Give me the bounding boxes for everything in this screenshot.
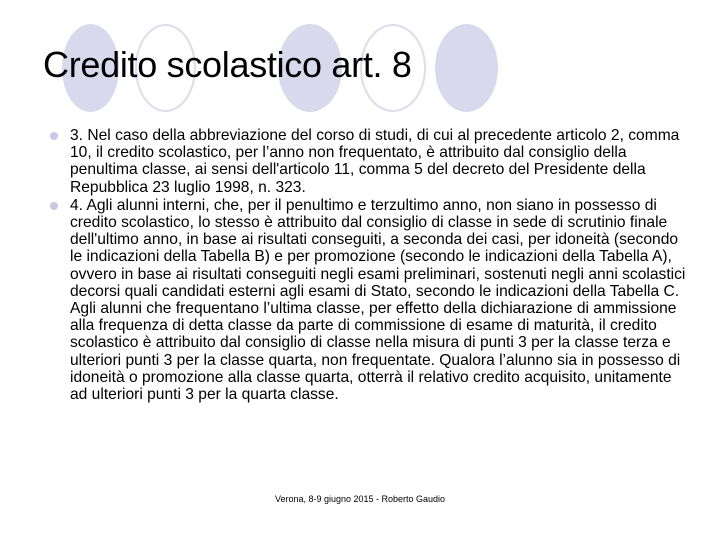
bullet-text: 3. Nel caso della abbreviazione del corso di studi, di cui al precedente articolo 2, comma 10, il credito scolastico, per l’anno non frequentato, è attribuito dal consiglio della penultima classe, ai sensi dell'articolo 11, comma 5 del decreto del Presidente della Repubblica 23 luglio 1998, n. 323.: [70, 127, 680, 196]
slide-footer: Verona, 8-9 giugno 2015 - Roberto Gaudio: [274, 494, 446, 504]
bullet-list: [50, 127, 690, 404]
bullet-text: 4. Agli alunni interni, che, per il penultimo e terzultimo anno, non siano in possesso di credito scolastico, lo stesso è attribuito dal consiglio di classe in sede di scrutinio finale dell'ultimo anno, in base ai risultati conseguiti, a seconda dei casi, per idoneità (secondo le indicazioni della Tabella B) e per promozione (secondo le indicazioni della Tabella A), ovvero in base ai risultati conseguiti negli esami preliminari, sostenuti negli anni scolastici decorsi quali candidati esterni agli esami di Stato, secondo le indicazioni della Tabella C. Agli alunni che frequentano l’ultima classe, per effetto della dichiarazione di ammissione alla frequenza di detta classe da parte di commissione di esame di maturità, il credito scolastico è attribuito dal consiglio di classe nella misura di punti 3 per la classe terza e ulteriori punti 3 per la classe quarta, non frequentate. Qualora l’alunno sia in possesso di idoneità o promozione alla classe quarta, otterrà il relativo credito acquisito, unitamente ad ulteriori punti 3 per la quarta classe.: [70, 196, 686, 404]
bullet-icon: [50, 202, 58, 210]
bullet-icon: [50, 132, 58, 140]
bullet-item: [50, 197, 690, 403]
slide-title: Credito scolastico art. 8: [43, 44, 412, 85]
bullet-item: [50, 127, 690, 196]
decorative-circle-filled: [435, 24, 498, 112]
